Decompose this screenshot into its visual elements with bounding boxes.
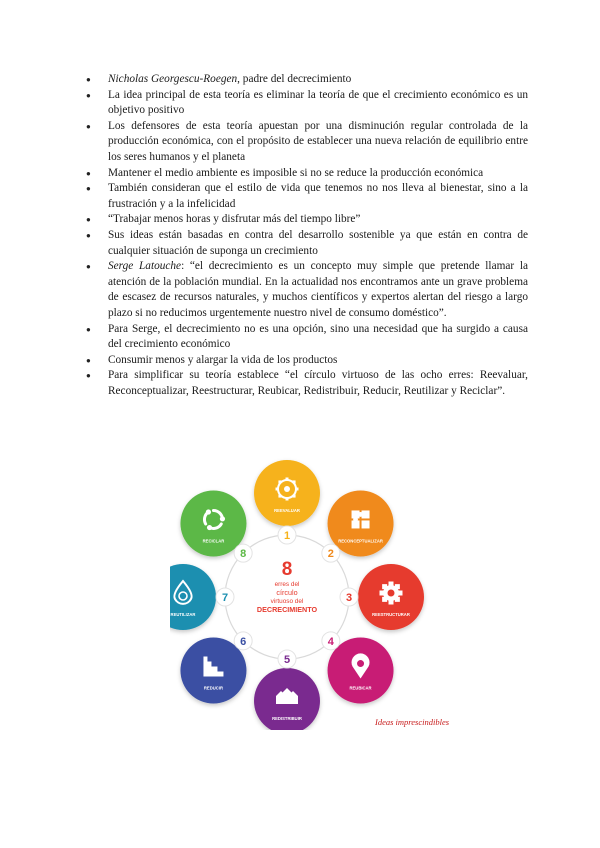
center-line-1: erres del [274, 581, 300, 588]
item-number: 1 [283, 530, 291, 542]
infographic-svg [170, 455, 450, 730]
list-item [80, 88, 528, 119]
list-item [80, 353, 528, 369]
center-number: 8 [281, 559, 293, 580]
center-line-2: círculo [276, 588, 298, 597]
item-label: REEVALUAR [274, 508, 300, 513]
item-label: REUTILIZAR [170, 612, 196, 617]
item-label: REUBICAR [349, 685, 372, 691]
item-label: REDUCIR [203, 685, 223, 691]
item-number: 8 [240, 548, 247, 561]
author-name: Nicholas Georgescu-Roegen [108, 73, 238, 85]
author-name: Serge Latouche [108, 260, 182, 273]
gear-icon [380, 582, 403, 605]
watermark-text: Ideas imprescindibles [375, 717, 450, 727]
list-item-text: La idea principal de esta teoría es eliminar la teoría de que el crecimiento económico es un objetivo positivo [108, 88, 528, 117]
list-item [80, 259, 528, 321]
list-item [80, 72, 528, 88]
infographic-item-redistribuir [254, 650, 320, 730]
list-item [80, 368, 528, 399]
center-text [257, 559, 318, 614]
list-item-text: , padre del decrecimiento [237, 73, 352, 85]
infographic-item-reevaluar [254, 460, 320, 544]
item-circle [254, 460, 320, 526]
list-item [80, 119, 528, 166]
infographic-item-reutilizar [170, 564, 234, 630]
item-label: REESTRUCTURAR [372, 612, 410, 617]
list-item [80, 212, 528, 228]
item-label: REDISTRIBUIR [272, 716, 302, 721]
item-number: 5 [283, 654, 291, 666]
infographic-item-reciclar [180, 490, 252, 562]
item-number: 4 [327, 635, 334, 648]
item-number: 7 [221, 592, 229, 604]
infographic-item-reconceptualizar [322, 490, 394, 562]
list-item-text: Mantener el medio ambiente es imposible si no se reduce la producción económica [108, 166, 484, 179]
infographic-item-reubicar [322, 632, 394, 704]
list-item [80, 228, 528, 259]
list-item [80, 166, 528, 182]
item-label: RECONCEPTUALIZAR [338, 538, 383, 544]
list-item [80, 322, 528, 353]
center-line-3: virtuoso del [270, 598, 304, 605]
list-item-text: También consideran que el estilo de vida que tenemos no nos lleva al bienestar, sino a la frustración y a la infelicidad [108, 182, 528, 210]
bullet-list [80, 72, 528, 399]
item-number: 2 [327, 548, 334, 561]
list-item-text: Consumir menos y alargar la vida de los productos [108, 353, 338, 366]
item-number: 3 [345, 592, 353, 604]
list-item-text: Para simplificar su teoría establece “el círculo virtuoso de las ocho erres: Reevaluar, Reconceptualizar, Reestructurar, Reubicar, Redistribuir, Reducir, Reutilizar y Reciclar”. [108, 369, 528, 397]
list-item-text: Los defensores de esta teoría apuestan por una disminución regular controlada de la producción económica, con el propósito de establecer una nueva relación de equilibrio entre los seres humanos y el planeta [108, 119, 528, 163]
list-item-text: : “el decrecimiento es un concepto muy simple que pretende llamar la atención de la población mundial. En la actualidad nos encontramos ante un grave problema de escasez de recursos naturales, y muchos científicos y expertos alertan del riesgo a largo plazo si no reducimos urgentemente nuestro nivel de consumo doméstico”. [108, 260, 529, 319]
list-item-text: “Trabajar menos horas y disfrutar más del tiempo libre” [108, 213, 361, 226]
item-label: RECICLAR [202, 538, 225, 544]
list-item [80, 181, 528, 212]
item-circle [170, 564, 216, 630]
list-item-text: Para Serge, el decrecimiento no es una opción, sino una necesidad que ha surgido a causa del crecimiento económico [108, 322, 528, 351]
infographic-item-reestructurar [340, 564, 424, 630]
infographic-8-erres [170, 455, 450, 730]
brain-gears-icon [276, 478, 299, 501]
center-highlight: DECRECIMIENTO [256, 605, 318, 614]
list-item-text: Sus ideas están basadas en contra del desarrollo sostenible ya que están en contra de cualquier situación de suponga un crecimiento [108, 228, 528, 257]
infographic-item-reducir [180, 632, 252, 704]
item-number: 6 [240, 635, 247, 648]
